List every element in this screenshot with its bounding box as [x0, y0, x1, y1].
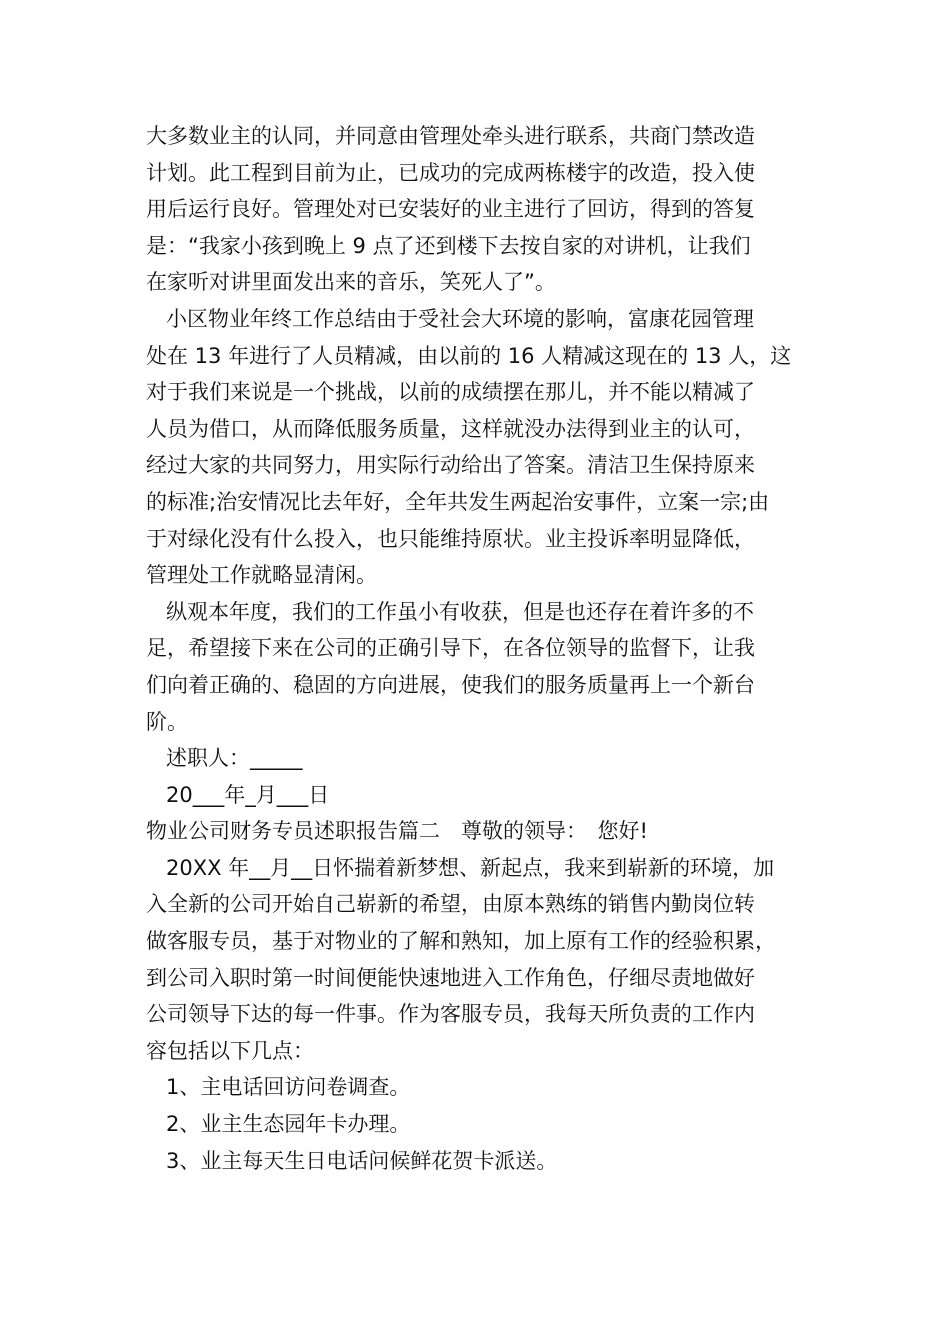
text-line: 们向着正确的、稳固的方向进展，使我们的服务质量再上一个新台 [146, 672, 755, 697]
text-line: 2、业主生态园年卡办理。 [166, 1112, 411, 1137]
text-line: 阶。 [146, 709, 188, 734]
text-line: 到公司入职时第一时间便能快速地进入工作角色，仔细尽责地做好 [146, 965, 755, 990]
text-line: 3、业主每天生日电话问候鲜花贺卡派送。 [166, 1148, 558, 1173]
text-line: 1、主电话回访问卷调查。 [166, 1075, 411, 1100]
text-line: 对于我们来说是一个挑战，以前的成绩摆在那儿，并不能以精减了 [146, 380, 755, 405]
document-body [146, 118, 826, 1179]
text-line: 纵观本年度，我们的工作虽小有收获，但是也还存在着许多的不 [166, 599, 754, 624]
text-line: 管理处工作就略显清闲。 [146, 563, 377, 588]
text-line: 经过大家的共同努力，用实际行动给出了答案。清洁卫生保持原来 [146, 453, 755, 478]
text-line: 的标准;治安情况比去年好，全年共发生两起治安事件，立案一宗;由 [146, 489, 770, 514]
text-line: 足，希望接下来在公司的正确引导下，在各位领导的监督下，让我 [146, 636, 755, 661]
text-line: 小区物业年终工作总结由于受社会大环境的影响，富康花园管理 [166, 306, 754, 331]
text-line: 大多数业主的认同，并同意由管理处牵头进行联系，共商门禁改造 [146, 124, 755, 148]
text-line: 处在 13 年进行了人员精减，由以前的 16 人精减这现在的 13 人，这 [146, 343, 792, 368]
text-line: 述职人：_____ [166, 746, 303, 771]
text-line: 计划。此工程到目前为止，已成功的完成两栋楼宇的改造，投入使 [146, 160, 755, 185]
text-line: 物业公司财务专员述职报告篇二 尊敬的领导： 您好! [146, 819, 648, 844]
text-line: 20XX 年__月__日怀揣着新梦想、新起点，我来到崭新的环境，加 [166, 855, 775, 880]
text-line: 公司领导下达的每一件事。作为客服专员，我每天所负责的工作内 [146, 1002, 755, 1027]
text-line: 在家听对讲里面发出来的音乐，笑死人了”。 [146, 270, 556, 295]
text-line: 容包括以下几点： [146, 1038, 314, 1063]
text-line: 做客服专员，基于对物业的了解和熟知，加上原有工作的经验积累， [146, 929, 776, 954]
text-line: 于对绿化没有什么投入，也只能维持原状。业主投诉率明显降低， [146, 526, 755, 551]
text-line: 是：“我家小孩到晚上 9 点了还到楼下去按自家的对讲机，让我们 [146, 233, 751, 258]
text-line: 20___年_月___日 [166, 782, 330, 807]
text-line: 人员为借口，从而降低服务质量，这样就没办法得到业主的认可， [146, 416, 755, 441]
text-line: 入全新的公司开始自己崭新的希望，由原本熟练的销售内勤岗位转 [146, 892, 755, 917]
text-line: 用后运行良好。管理处对已安装好的业主进行了回访，得到的答复 [146, 197, 755, 222]
